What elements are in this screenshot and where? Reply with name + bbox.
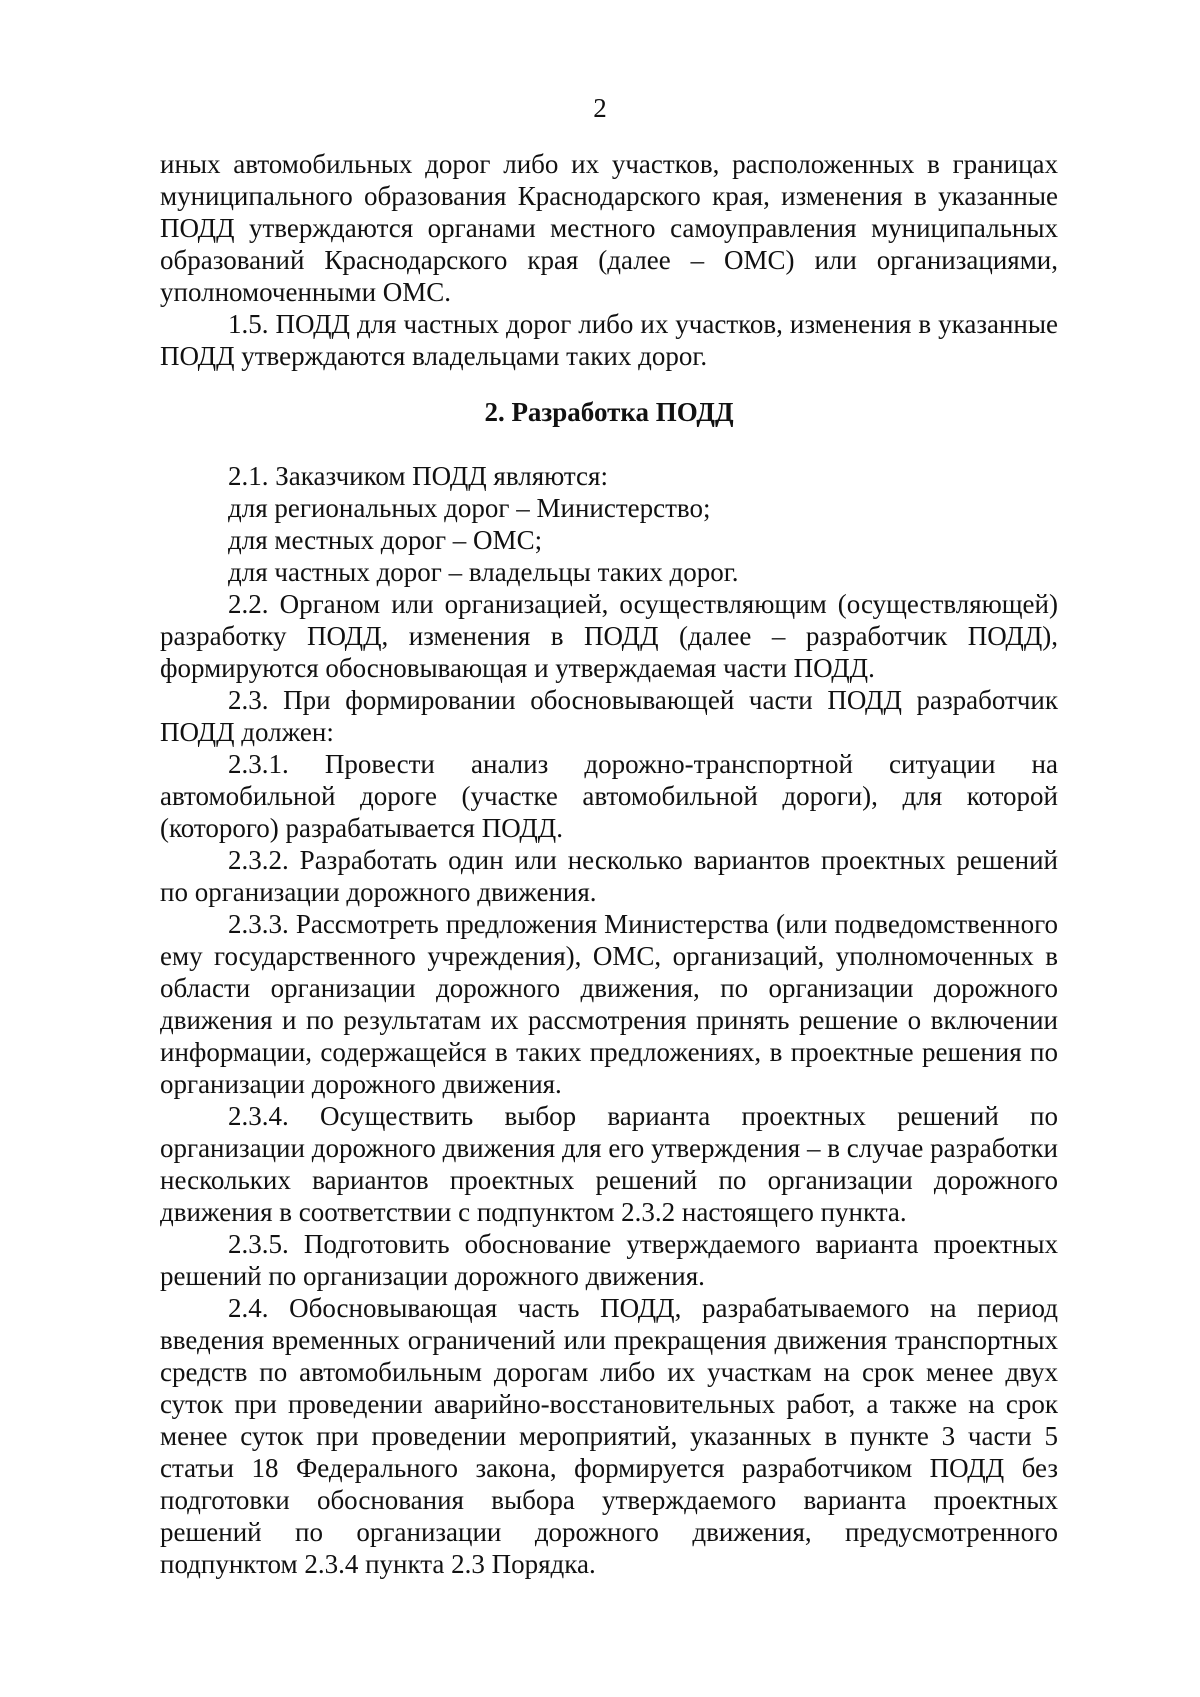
paragraph-continuation: иных автомобильных дорог либо их участков, расположенных в границах муниципального образования Краснодарского края, изменения в указанные ПОДД утверждаются органами местного самоуправления муниципальных образований Краснодарского края (далее – ОМС) или организациями, уполномоченными ОМС. [160,149,1058,307]
paragraph-2-3: 2.3. При формировании обосновывающей части ПОДД разработчик ПОДД должен: [160,685,1058,747]
paragraph-2-3-4: 2.3.4. Осуществить выбор варианта проектных решений по организации дорожного движения для его утверждения – в случае разработки нескольких вариантов проектных решений по организации дорожного движения в соответствии с подпунктом 2.3.2 настоящего пункта. [160,1101,1058,1227]
document-body [160,148,1058,1580]
page-number: 2 [593,93,607,123]
paragraph-2-3-5: 2.3.5. Подготовить обоснование утверждаемого варианта проектных решений по организации дорожного движения. [160,1229,1058,1291]
paragraph-2-3-1: 2.3.1. Провести анализ дорожно-транспортной ситуации на автомобильной дороге (участке автомобильной дороги), для которой (которого) разрабатывается ПОДД. [160,749,1058,843]
list-item-local-roads: для местных дорог – ОМС; [228,525,543,555]
paragraph-2-4: 2.4. Обосновывающая часть ПОДД, разрабатываемого на период введения временных ограничений или прекращения движения транспортных средств по автомобильным дорогам либо их участкам на срок менее двух суток при проведении аварийно-восстановительных работ, а также на срок менее суток при проведении мероприятий, указанных в пункте 3 части 5 статьи 18 Федерального закона, формируется разработчиком ПОДД без подготовки обоснования выбора утверждаемого варианта проектных решений по организации дорожного движения, предусмотренного подпунктом 2.3.4 пункта 2.3 Порядка. [160,1293,1058,1579]
paragraph-2-3-3: 2.3.3. Рассмотреть предложения Министерства (или подведомственного ему государственного учреждения), ОМС, организаций, уполномоченных в области организации дорожного движения, по организации дорожного движения и по результатам их рассмотрения принять решение о включении информации, содержащейся в таких предложениях, в проектные решения по организации дорожного движения. [160,909,1058,1099]
paragraph-2-2: 2.2. Органом или организацией, осуществляющим (осуществляющей) разработку ПОДД, изменения в ПОДД (далее – разработчик ПОДД), формируются обосновывающая и утверждаемая части ПОДД. [160,589,1058,683]
paragraph-2-1: 2.1. Заказчиком ПОДД являются: [228,461,608,491]
paragraph-2-3-2: 2.3.2. Разработать один или несколько вариантов проектных решений по организации дорожного движения. [160,845,1058,907]
paragraph-1-5: 1.5. ПОДД для частных дорог либо их участков, изменения в указанные ПОДД утверждаются владельцами таких дорог. [160,309,1058,371]
list-item-regional-roads: для региональных дорог – Министерство; [228,493,711,523]
list-item-private-roads: для частных дорог – владельцы таких дорог. [228,557,739,587]
section-2-heading: 2. Разработка ПОДД [484,397,734,427]
